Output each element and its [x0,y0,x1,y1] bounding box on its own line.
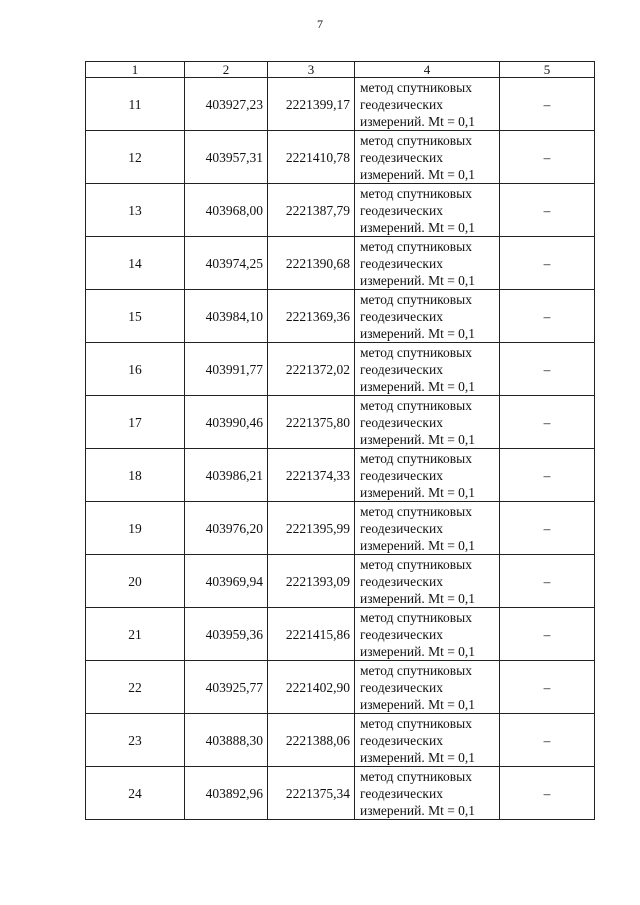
note-cell: – [500,767,595,820]
note-cell: – [500,555,595,608]
page-number: 7 [317,17,323,31]
table-row [86,184,595,237]
table-row [86,343,595,396]
method-text-line: метод спутниковых [360,291,472,307]
coordinate-y-cell: 2221393,09 [268,555,355,608]
method-text-line: метод спутниковых [360,344,472,360]
method-text-line: метод спутниковых [360,662,472,678]
method-text-line: геодезических [360,626,443,642]
header-cell-3: 3 [268,62,355,78]
coordinate-x-cell: 403969,94 [185,555,268,608]
table-row [86,502,595,555]
header-cell-4: 4 [355,62,500,78]
coordinate-x-cell: 403959,36 [185,608,268,661]
table-row [86,396,595,449]
coordinate-y-cell: 2221395,99 [268,502,355,555]
method-text-line: геодезических [360,679,443,695]
method-text-line: метод спутниковых [360,715,472,731]
header-cell-1: 1 [86,62,185,78]
method-text-line: геодезических [360,573,443,589]
point-number-cell: 22 [86,661,185,714]
note-cell: – [500,290,595,343]
coordinate-x-cell: 403984,10 [185,290,268,343]
method-text-line: геодезических [360,308,443,324]
table-row [86,555,595,608]
point-number-cell: 15 [86,290,185,343]
coordinate-x-cell: 403927,23 [185,78,268,131]
method-text-line: метод спутниковых [360,79,472,95]
coordinate-x-cell: 403974,25 [185,237,268,290]
coordinate-y-cell: 2221372,02 [268,343,355,396]
table-row [86,449,595,502]
note-cell: – [500,237,595,290]
coordinate-y-cell: 2221374,33 [268,449,355,502]
method-text-line: измерений. Mt = 0,1 [360,696,476,712]
method-cell [355,608,500,661]
table-header-row [86,62,595,78]
point-number-cell: 13 [86,184,185,237]
table-row [86,714,595,767]
method-cell [355,449,500,502]
coordinate-y-cell: 2221388,06 [268,714,355,767]
point-number-cell: 12 [86,131,185,184]
method-text-line: измерений. Mt = 0,1 [360,802,476,818]
method-text-line: измерений. Mt = 0,1 [360,590,476,606]
coordinate-y-cell: 2221415,86 [268,608,355,661]
method-text-line: метод спутниковых [360,397,472,413]
method-text-line: геодезических [360,149,443,165]
method-text-line: геодезических [360,520,443,536]
note-cell: – [500,78,595,131]
method-cell [355,78,500,131]
method-cell [355,555,500,608]
note-cell: – [500,502,595,555]
note-cell: – [500,608,595,661]
coordinate-x-cell: 403957,31 [185,131,268,184]
coordinate-x-cell: 403892,96 [185,767,268,820]
table-row [86,131,595,184]
method-text-line: метод спутниковых [360,768,472,784]
method-cell [355,661,500,714]
method-text-line: измерений. Mt = 0,1 [360,643,476,659]
coordinate-y-cell: 2221375,34 [268,767,355,820]
point-number-cell: 23 [86,714,185,767]
note-cell: – [500,184,595,237]
table-row [86,78,595,131]
table-row [86,767,595,820]
method-text-line: геодезических [360,785,443,801]
coordinate-x-cell: 403888,30 [185,714,268,767]
method-text-line: измерений. Mt = 0,1 [360,166,476,182]
coordinate-y-cell: 2221387,79 [268,184,355,237]
coordinate-x-cell: 403986,21 [185,449,268,502]
method-cell [355,343,500,396]
table-row [86,237,595,290]
method-text-line: геодезических [360,361,443,377]
note-cell: – [500,714,595,767]
method-text-line: метод спутниковых [360,503,472,519]
table-body [86,62,595,820]
point-number-cell: 19 [86,502,185,555]
header-cell-5: 5 [500,62,595,78]
method-text-line: измерений. Mt = 0,1 [360,113,476,129]
method-cell [355,237,500,290]
point-number-cell: 17 [86,396,185,449]
point-number-cell: 11 [86,78,185,131]
table-row [86,608,595,661]
coordinate-x-cell: 403976,20 [185,502,268,555]
point-number-cell: 18 [86,449,185,502]
method-text-line: измерений. Mt = 0,1 [360,537,476,553]
method-text-line: измерений. Mt = 0,1 [360,219,476,235]
note-cell: – [500,343,595,396]
table-row [86,290,595,343]
note-cell: – [500,131,595,184]
coordinates-table [85,61,595,820]
note-cell: – [500,449,595,502]
method-cell [355,131,500,184]
coordinate-x-cell: 403925,77 [185,661,268,714]
method-cell [355,767,500,820]
method-text-line: измерений. Mt = 0,1 [360,325,476,341]
method-text-line: геодезических [360,96,443,112]
coordinate-x-cell: 403968,00 [185,184,268,237]
method-text-line: измерений. Mt = 0,1 [360,484,476,500]
method-text-line: метод спутниковых [360,450,472,466]
coordinate-x-cell: 403991,77 [185,343,268,396]
point-number-cell: 21 [86,608,185,661]
header-cell-2: 2 [185,62,268,78]
method-cell [355,184,500,237]
method-text-line: измерений. Mt = 0,1 [360,431,476,447]
method-text-line: метод спутниковых [360,132,472,148]
method-text-line: метод спутниковых [360,185,472,201]
method-text-line: геодезических [360,467,443,483]
method-text-line: метод спутниковых [360,238,472,254]
note-cell: – [500,661,595,714]
method-cell [355,290,500,343]
method-cell [355,714,500,767]
point-number-cell: 24 [86,767,185,820]
method-text-line: метод спутниковых [360,556,472,572]
method-text-line: геодезических [360,202,443,218]
method-text-line: измерений. Mt = 0,1 [360,749,476,765]
method-text-line: геодезических [360,414,443,430]
method-text-line: измерений. Mt = 0,1 [360,272,476,288]
point-number-cell: 20 [86,555,185,608]
method-cell [355,502,500,555]
coordinate-y-cell: 2221399,17 [268,78,355,131]
coordinate-y-cell: 2221375,80 [268,396,355,449]
method-text-line: геодезических [360,732,443,748]
point-number-cell: 14 [86,237,185,290]
method-text-line: измерений. Mt = 0,1 [360,378,476,394]
method-text-line: метод спутниковых [360,609,472,625]
coordinate-y-cell: 2221402,90 [268,661,355,714]
method-text-line: геодезических [360,255,443,271]
point-number-cell: 16 [86,343,185,396]
table-row [86,661,595,714]
coordinate-y-cell: 2221369,36 [268,290,355,343]
method-cell [355,396,500,449]
coordinate-x-cell: 403990,46 [185,396,268,449]
note-cell: – [500,396,595,449]
coordinate-y-cell: 2221410,78 [268,131,355,184]
coordinate-y-cell: 2221390,68 [268,237,355,290]
